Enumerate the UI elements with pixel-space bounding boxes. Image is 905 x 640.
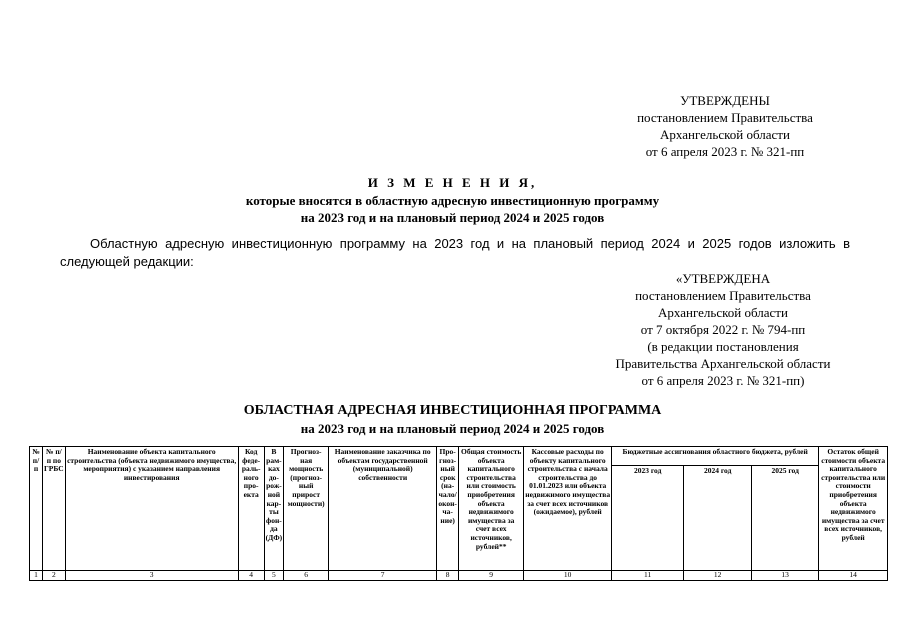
changes-title: И З М Е Н Е Н И Я, <box>367 175 538 190</box>
program-table <box>29 446 888 581</box>
column-number: 10 <box>524 571 612 581</box>
header-budget: Бюджетные ассигнования областного бюджета, рублей <box>612 447 819 466</box>
header-remaining-cost: Остаток общей стоимости объекта капитального строительства или стоимости приобретения объекта недвижимого имущества за счет всех источников, рублей <box>819 447 888 571</box>
approval-line: Архангельской области <box>660 127 790 142</box>
approval-block <box>600 92 850 160</box>
approval2-line: постановлением Правительства <box>635 288 811 303</box>
header-num: № п/п <box>30 447 43 571</box>
column-number: 11 <box>612 571 684 581</box>
column-number: 8 <box>437 571 459 581</box>
changes-subtitle-line: на 2023 год и на плановый период 2024 и 2025 годов <box>300 210 605 225</box>
column-number: 12 <box>684 571 752 581</box>
program-approval-block <box>578 270 868 389</box>
column-number: 14 <box>819 571 888 581</box>
column-number: 13 <box>752 571 819 581</box>
header-federal-project-code: Код феде-раль-ного про-екта <box>238 447 264 571</box>
changes-subtitle-line: которые вносятся в областную адресную инвестиционную программу <box>245 193 660 208</box>
column-number: 6 <box>284 571 329 581</box>
header-year-2024: 2024 год <box>684 466 752 571</box>
header-cash-expenses: Кассовые расходы по объекту капитального строительства с начала строительства до 01.01.2023 или объекта недвижимого имущества за счет всех источников (ожидаемое), рублей <box>524 447 612 571</box>
approval2-line: от 7 октября 2022 г. № 794-пп <box>640 322 806 337</box>
approval-line: от 6 апреля 2023 г. № 321-пп <box>645 144 805 159</box>
approval2-line: (в редакции постановления <box>647 339 799 354</box>
header-roadmap: В рам-ках до-рож-ной кар-ты фон-да (ДФ) <box>264 447 284 571</box>
approval2-line: Архангельской области <box>658 305 788 320</box>
column-number: 4 <box>238 571 264 581</box>
changes-subtitle <box>0 192 905 226</box>
header-customer: Наименование заказчика по объектам государственной (муниципальной) собственности <box>329 447 437 571</box>
column-number: 1 <box>30 571 43 581</box>
header-year-2023: 2023 год <box>612 466 684 571</box>
program-title: ОБЛАСТНАЯ АДРЕСНАЯ ИНВЕСТИЦИОННАЯ ПРОГРАММА <box>243 403 662 418</box>
header-year-2025: 2025 год <box>752 466 819 571</box>
column-number-row <box>30 571 888 581</box>
approval-line: УТВЕРЖДЕНЫ <box>680 93 770 108</box>
column-number: 9 <box>459 571 524 581</box>
column-number: 7 <box>329 571 437 581</box>
header-grbs-num: № п/п по ГРБС <box>43 447 66 571</box>
approval2-line: от 6 апреля 2023 г. № 321-пп) <box>641 373 805 388</box>
header-capacity: Прогноз-ная мощность (прогноз-ный прирост мощности) <box>284 447 329 571</box>
header-total-cost: Общая стоимость объекта капитального строительства или стоимость приобретения объекта недвижимого имущества за счет всех источников, рублей** <box>459 447 524 571</box>
approval2-line: Правительства Архангельской области <box>615 356 831 371</box>
header-object-name: Наименование объекта капитального строительства (объекта недвижимого имущества, мероприятия) с указанием направления инвестирования <box>65 447 238 571</box>
program-subtitle: на 2023 год и на плановый период 2024 и 2025 годов <box>300 421 605 436</box>
approval2-line: «УТВЕРЖДЕНА <box>675 271 771 286</box>
approval-line: постановлением Правительства <box>637 110 813 125</box>
column-number: 3 <box>65 571 238 581</box>
column-number: 2 <box>43 571 66 581</box>
body-paragraph: Областную адресную инвестиционную программу на 2023 год и на плановый период 2024 и 2025 годов изложить в следующей редакции: <box>60 236 850 269</box>
column-number: 5 <box>264 571 284 581</box>
header-period: Про-гноз-ный срок (на-чало/окон-ча-ние) <box>437 447 459 571</box>
